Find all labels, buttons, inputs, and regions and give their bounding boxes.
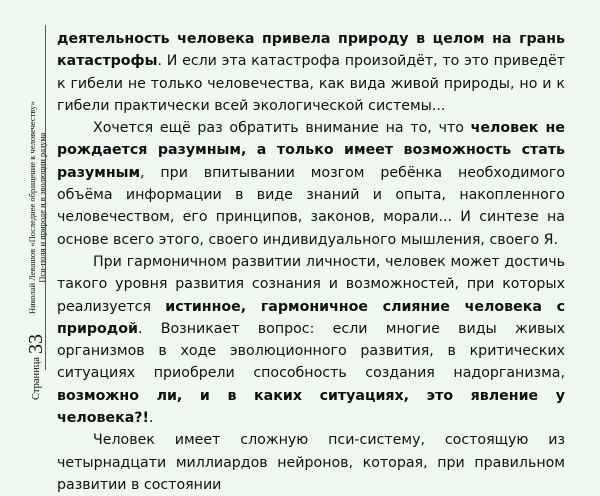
paragraph — [57, 429, 565, 496]
bold-text-run: истинное, гармоничное слияние человека с природой — [57, 298, 565, 337]
text-run: . Возникает вопрос: если многие виды живых организмов в ходе эволюционного развития, в критических ситуациях приобрели способность создания надорганизма, — [57, 320, 565, 382]
text-run: , при впитывании мозгом ребёнка необходимого объёма информации в виде знаний и опыта, накопленного человечеством, его принципов, законов, морали... И синтезе на основе всего этого, своего индивидуального мышления, своего Я. — [57, 164, 565, 248]
book-info — [27, 101, 47, 314]
book-title-line: Николай Левашов «Последнее обращение к человечеству» — [26, 101, 37, 314]
spine-text — [25, 101, 48, 400]
paragraph — [57, 251, 565, 429]
bold-text-run: возможно ли, и в каких ситуациях, это явление у человека?! — [57, 387, 565, 427]
page-spine — [0, 0, 50, 423]
text-run: . И если эта катастрофа произойдёт, то это приведёт к гибели не только человечества, как вида живой природы, но и к гибели практически всей экологической системы... — [57, 53, 565, 114]
page-number: 33 — [25, 333, 47, 354]
paragraph — [57, 28, 565, 117]
book-subtitle-line: Пси-поля и природе и в эволюции разума — [36, 132, 47, 283]
text-run: . — [149, 410, 154, 427]
text-run: Хочется ещё раз обратить внимание на то, что — [93, 120, 471, 137]
text-run: Человек имеет сложную пси-систему, состоящую из четырнадцати миллиардов нейронов, которая, при правильном развитии в состоянии — [57, 432, 565, 493]
page-body — [57, 28, 565, 496]
paragraph — [57, 117, 565, 251]
bold-text-run: человек не рождается разумным, а только имеет возможность стать разумным — [57, 120, 565, 181]
bold-text-run: деятельность человека привела природу в целом на грань катастрофы — [57, 31, 565, 70]
text-run: При гармоничном развитии личности, человек может достичь такого уровня развития сознания и возможностей, при которых реализуется — [57, 253, 565, 315]
page-label: Страница — [31, 356, 42, 400]
